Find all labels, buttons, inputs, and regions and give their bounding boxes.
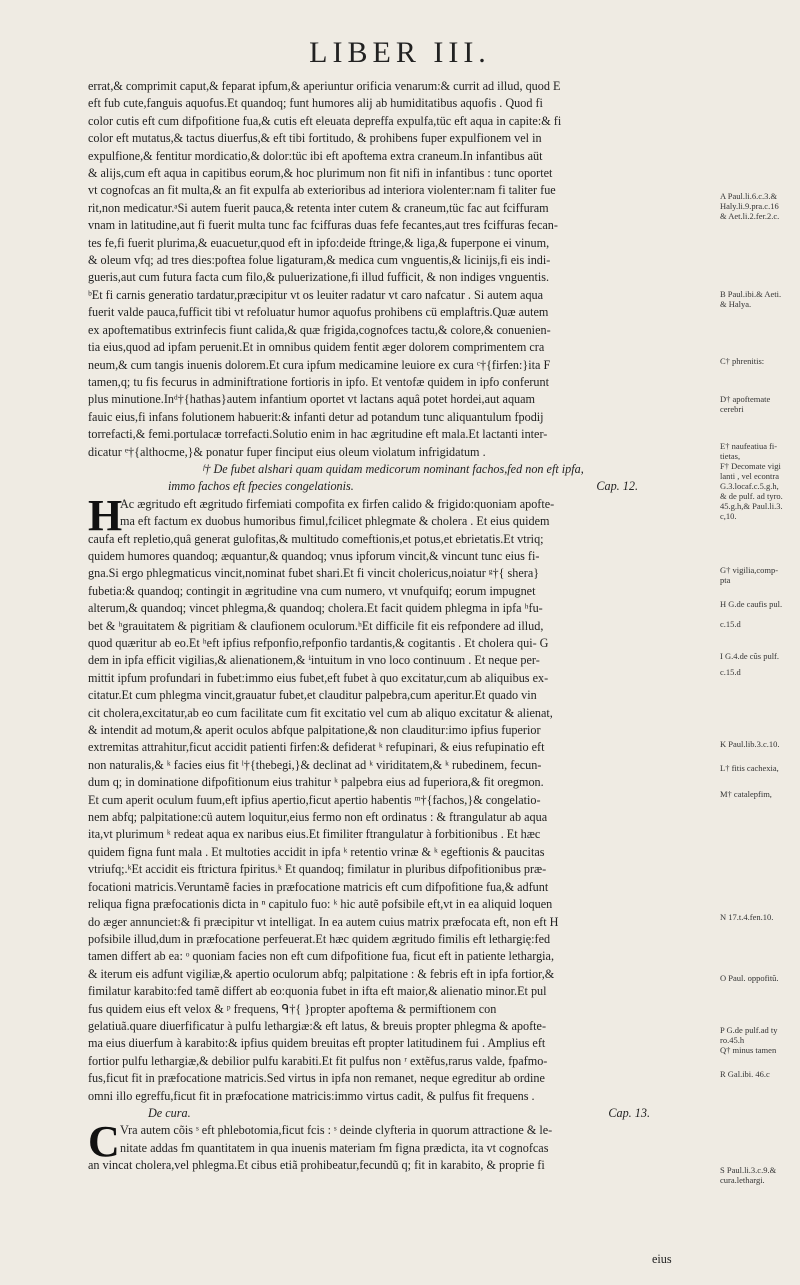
margin-note: D† apoftemate — [720, 395, 771, 404]
margin-note: P G.de pulf.ad ty — [720, 1026, 778, 1035]
text-line: ita,vt plurimum ᵏ redeat aqua ex naribus eius.Et fimiliter ftrangulatur à forbitionibus . Et hæc — [88, 827, 541, 842]
margin-note: Haly.li.9.pra.c.16 — [720, 202, 779, 211]
text-line: fus,ficut fit in præfocatione matricis.Sed virtus in ipfa non remanet, neque egreditur ab ordine — [88, 1071, 545, 1086]
chapter-13-body — [88, 1157, 698, 1174]
text-line: & intendit ad motum,& aperit oculos abfque palpitatione,& non clauditur:imo ipfius fuperior — [88, 723, 541, 738]
text-line: & oleum vfq; ad tres dies:poftea folue ligaturam,& medica cum vnguentis,& licinijs,fi eis indi- — [88, 253, 551, 268]
text-line: vtriufq;.ᵏEt accidit eis ftrictura fpiritus.ᵏ Et quandoq; fimilatur in pluribus difpofitionibus præ- — [88, 862, 547, 877]
margin-note: tietas, — [720, 452, 741, 461]
margin-note: I G.4.de cũs pulf. — [720, 652, 780, 661]
text-line: alterum,& quandoq; vincet phlegma,& quandoq; cholera.Et facit quidem phlegma in ipfa ʰfu- — [88, 601, 543, 616]
text-line: eft fub cute,fanguis aquofus.Et quandoq; funt humores alij ab humiditatibus aquofis . Quod fi — [88, 96, 543, 111]
text-line: nem abfq; palpitatione:cü autem loquitur,eius fermo non eft ordinatus : & ftrangulatur ab aqua — [88, 810, 548, 825]
text-line: gelatiuã.quare diuerfificatur à pulfu lethargiæ:& eft latus, & breuis propter phlegma & apofte- — [88, 1018, 547, 1033]
text-line: Et cum aperit oculum fuum,eft ipfius apertio,ficut apertio habentis ᵐ†{fachos,}& congelatio- — [88, 792, 541, 807]
margin-note: M† catalepfim, — [720, 790, 772, 799]
margin-notes — [720, 0, 796, 1285]
text-line: vnam in latitudine,aut fi fuerit multa tunc fac fciffuras duas fefe fecantes,aut tres fciffuras fecan- — [88, 218, 558, 233]
chapter-12-body — [88, 531, 698, 1105]
catchword: eius — [652, 1252, 672, 1266]
margin-note: E† naufeatiua fi- — [720, 442, 778, 451]
text-line: citatur.Et cum phlegma vincit,grauatur fubet,et clauditur palpebra,cum aperitur.Et quado vin — [88, 688, 537, 703]
text-line: quod quæritur ab eo.Et ʰeft ipfius refponfio,refponfio tardantis,& cogitantis . Et cholera qui- G — [88, 636, 549, 650]
text-line: dicatur ᵉ†{althocme,}& ponatur fuper finciput eius oleum violatum infrigidatum . — [88, 444, 486, 459]
text-line: reliqua figna præfocationis dicta in ⁿ capitulo fuo: ᵏ hic autẽ pofsibile eft,vt in ea aliquid loquen — [88, 897, 553, 912]
margin-note: pta — [720, 576, 731, 585]
text-line: quidem figna funt mala . Et multoties accidit in ipfa ᵏ retentio vrinæ & ᵏ egeftionis & paucitas — [88, 844, 545, 859]
text-line: ma eft factum ex duobus humoribus fimul,fcilicet phlegmate & cholera . Et eius quidem — [120, 514, 550, 529]
margin-note: & Aet.li.2.fer.2.c. — [720, 212, 780, 221]
text-line: omni illo egreffu,ficut fit in præfocatione matricis:immo virtus cadit, & pulfus fit frequens . — [88, 1088, 535, 1103]
text-line: ex apoftematibus extrinfecis fiunt calida,& quæ frigida,cognofces tactu,& colore,& conuenien- — [88, 322, 551, 337]
text-line: ma eius diuerfum à karabito:& ipfius quidem breuitas eft propter latitudinem fui . Amplius eft — [88, 1036, 546, 1051]
text-line: an vincat cholera,vel phlegma.Et cibus etiã prohibeatur,fecundũ q; fit in karabito, & proprie fi — [88, 1158, 545, 1173]
text-line: quidem humores quandoq; æquantur,& quandoq; vnus ipforum vincit,& vincunt tunc eius fi- — [88, 548, 540, 563]
drop-cap-c: C — [88, 1117, 120, 1167]
text-line: ᵇEt fi carnis generatio tardatur,præcipitur vt os leuiter radatur vt caro nafcatur . Si autem aqua — [88, 287, 544, 302]
margin-note: & de pulf. ad tyro. — [720, 492, 783, 501]
text-line: nitate addas fm quantitatem in qua inuenis materiam fm figna prædicta, ita vt cognofcas — [120, 1140, 549, 1155]
running-head: LIBER III. — [309, 36, 491, 69]
chapter-12-title — [88, 461, 698, 496]
text-line: color eft mutatus,& tactus diuerfus,& eft tibi fortitudo, & prohibens fuper expulfionem vel in — [88, 131, 542, 146]
text-line: fauic eius,fi infans folutionem habuerit:& infanti detur ad potandum tunc aliquantulum fpodij — [88, 409, 544, 424]
text-line: color cutis eft cum difpofitione fua,& cutis eft eleuata depreffa expulfa,tüc eft aqua in capite:& fi — [88, 113, 562, 128]
text-line: caufa eft repletio,quâ generat gulofitas,& multitudo comeftionis,et potus,et ebrietatis.Et vtriq; — [88, 531, 544, 546]
text-line: tia eius,quod ad ipfam peruenit.Et in omnibus quidem fentit æger dolorem comprimentem cra — [88, 340, 545, 355]
text-block-chapter-11-end — [88, 78, 698, 461]
text-line: torrefacti,& femi.portulacæ torrefacti.Solutio enim in hac ægritudine eft mala.Et lactanti inter- — [88, 427, 548, 442]
text-line: Ac ægritudo eft ægritudo firfemiati compofita ex firfen calido & frigido:quoniam apofte- — [120, 496, 555, 511]
margin-note: O Paul. oppofitũ. — [720, 974, 779, 983]
text-line: fuerit valde pauca,fufficit tibi vt refoluatur humor aquofus prohibens cü emplaftris.Quæ autem — [88, 305, 549, 320]
margin-note: & Halya. — [720, 300, 752, 309]
text-line: cit cholera,excitatur,ab eo cum facilitate cum fit excitatio vel cum ab aliquo excitatur & alienat, — [88, 705, 553, 720]
chapter-13-heading — [88, 1105, 698, 1122]
margin-note: Q† minus tamen — [720, 1046, 777, 1055]
margin-note: 45.g.h,& Paul.li.3. — [720, 502, 783, 511]
margin-note: lanti , vel econtra — [720, 472, 780, 481]
text-line: expulfione,& fentitur mordicatio,& dolor:tüc ibi eft apoftema extra craneum.In infantibus aüt — [88, 148, 543, 163]
text-line: fubetia:& quandoq; contingit in ægritudine vna cum numero, vt vnufquifq; eorum impugnet — [88, 583, 536, 598]
margin-note: K Paul.lib.3.c.10. — [720, 740, 780, 749]
text-line: focationi matricis.Veruntamẽ facies in præfocatione matricis eft cum difpofitione fua,& adfunt — [88, 879, 549, 894]
text-line: mittit ipfum profundari in fubet:immo eius fubet,eft fubet à quo excitatur,cum ab aliquibus ex- — [88, 670, 549, 685]
text-line: vt cognofcas an fit multa,& an fit expulfa ab exterioribus ad interiora violenter:nam fi taliter fue — [88, 183, 556, 198]
margin-note: R Gal.ibi. 46.c — [720, 1070, 770, 1079]
text-line: fus quidem eius eft velox & ᵖ frequens, ᑫ†{ }propter apoftema & permiftionem con — [88, 1001, 497, 1016]
text-line: dum q; in dominatione difpofitionum eius trahitur ᵏ palpebra eius ad fuperiora,& fit oregmon. — [88, 775, 544, 790]
drop-cap-h: H — [88, 490, 123, 540]
margin-note: c.15.d — [720, 620, 741, 629]
text-line: extremitas attrahitur,ficut accidit patienti firfen:& defiderat ᵏ refupinari, & eius refupinatio eft — [88, 740, 545, 755]
text-line: pofsibile illud,dum in præfocatione perfeuerat.Et hæc quidem ægritudo fimilis eft lethargię:fed — [88, 931, 551, 946]
margin-note: cura.lethargi. — [720, 1176, 765, 1185]
text-line: errat,& comprimit caput,& feparat ipfum,& aperiuntur orificia venarum:& currit ad illud, quod E — [88, 79, 561, 93]
margin-note: L† fitis cachexia, — [720, 764, 779, 773]
margin-note: c,10. — [720, 512, 737, 521]
text-line: & iterum eis adfunt vigiliæ,& apertio oculorum abfq; palpitatione : & febris eft in ipfa fortior,& — [88, 966, 555, 981]
text-line: rit,non medicatur.ᵃSi autem fuerit pauca,& retenta inter cutem & craneum,tüc fac aut fciffuram — [88, 200, 549, 215]
chapter-13-number: Cap. 13. — [608, 1105, 650, 1120]
margin-note: H G.de caufis pul. — [720, 600, 783, 609]
margin-note: ro.45.h — [720, 1036, 745, 1045]
text-line: neum,& cum tangis inuenis dolorem.Et cura ipfum medicamine leuiore ex cura ᶜ†{firfen:}ita F — [88, 357, 551, 372]
chapter-12-number: Cap. 12. — [596, 479, 638, 494]
margin-note: B Paul.ibi.& Aeti. — [720, 290, 782, 299]
margin-note: G.3.locaf.c.5.g.h, — [720, 482, 779, 491]
text-line: tamen differt ab ea: ᵒ quoniam facies non eft cum difpofitione fua, ficut eft in patiente lethargia, — [88, 949, 555, 964]
chapter-12-title-line: ᶠ† De fubet alshari quam quidam medicorum nominant fachos,fed non eft ipfa, — [202, 461, 584, 476]
text-line: tes fe,fi fuerit plurima,& euacuetur,quod eft in ipfo:deide ftringe,& liga,& fuperpone ei vinum, — [88, 235, 550, 250]
margin-note: F† Decomate vigi — [720, 462, 781, 471]
text-line: fimilatur karabito:fed tamẽ differt ab eo:quonia fubet in ifta eft maior,& alienatio minor.Et pul — [88, 984, 547, 999]
text-line: gna.Si ergo phlegmaticus vincit,nominat fubet shari.Et fi vincit cholericus,noiatur ᵍ†{ shera} — [88, 566, 540, 581]
margin-note: A Paul.li.6.c.3.& — [720, 192, 778, 201]
text-line: gueris,aut cum futura facta cum filo,& puluerizatione,fi illud fufficit, & non indiges vnguentis. — [88, 270, 550, 285]
text-line: non naturalis,& ᵏ facies eius fit ˡ†{thebegi,}& declinat ad ᵏ viriditatem,& ᵏ rubedinem, fecun- — [88, 757, 542, 772]
text-line: & alijs,cum eft aqua in capitibus eorum,& hoc plurimum non fit nifi in infantibus : tunc oportet — [88, 166, 553, 181]
text-line: bet & ʰgrauitatem & pigritiam & claufionem oculorum.ʰEt difficile fit eis refpondere ad illud, — [88, 618, 544, 633]
margin-note: c.15.d — [720, 668, 741, 677]
text-line: plus minutione.Inᵈ†{hathas}autem infantium oportet vt lactans aquâ potet hordei,aut aquam — [88, 392, 536, 407]
text-line: dem in ipfa efficit vigilias,& alienationem,& ⁱintuitum in vno loco continuum . Et neque per- — [88, 653, 540, 668]
margin-note: S Paul.li.3.c.9.& — [720, 1166, 777, 1175]
margin-note: cerebri — [720, 405, 744, 414]
margin-note: G† vigilia,comp- — [720, 566, 779, 575]
margin-note: C† phrenitis: — [720, 357, 765, 366]
chapter-13-title: De cura. — [148, 1105, 191, 1120]
text-line: Vra autem cõis ˢ eft phlebotomia,ficut fcis : ˢ deinde clyfteria in quorum attractione & le- — [120, 1123, 553, 1138]
text-line: do æger annunciet:& fi præcipitur vt intelligat. In ea autem cuius matrix præfocata eft, non eft H — [88, 914, 559, 929]
main-text — [88, 78, 698, 1175]
text-line: fortior pulfu lethargiæ,& debilior pulfu karabiti.Et fit pulfus non ʳ extẽfus,rarus valde, fpafmo- — [88, 1053, 548, 1068]
margin-note: N 17.t.4.fen.10. — [720, 913, 774, 922]
text-line: tamen,q; tu fis fecurus in adminiftratione fortioris in ipfo. Et ventofæ quidem in ipfo conferunt — [88, 374, 549, 389]
chapter-12-subtitle: immo fachos eft fpecies congelationis. — [168, 479, 354, 494]
